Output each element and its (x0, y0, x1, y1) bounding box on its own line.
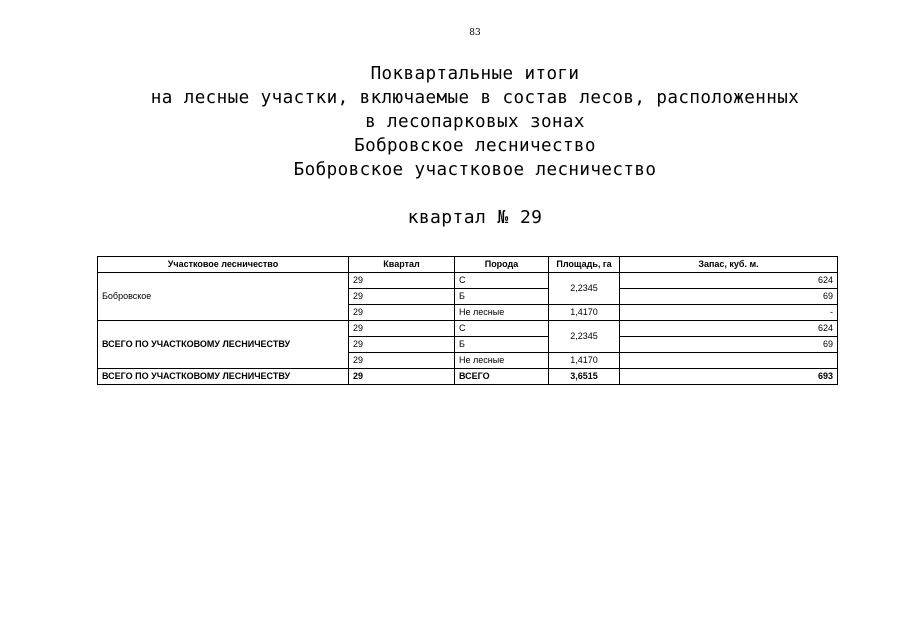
quarter-title: квартал № 29 (407, 207, 543, 228)
total-area-cell: 3,6515 (549, 369, 620, 385)
species-cell: Б (455, 337, 549, 353)
stock-cell: 624 (620, 321, 838, 337)
title-line-5: Бобровское участковое лесничество (293, 160, 657, 180)
title-line-3: в лесопарковых зонах (365, 112, 585, 132)
title-line-2: на лесные участки, включаемые в состав лесов, расположенных (150, 88, 800, 108)
table-row (98, 321, 838, 337)
species-cell: Не лесные (455, 305, 549, 321)
quarter-cell: 29 (349, 305, 455, 321)
forestry-name-cell: Бобровское (98, 273, 349, 321)
quarter-cell: 29 (349, 321, 455, 337)
total-quarter-cell: 29 (349, 369, 455, 385)
species-cell: С (455, 273, 549, 289)
stock-cell (620, 353, 838, 369)
total-species-cell: ВСЕГО (455, 369, 549, 385)
title-line-1: Поквартальные итоги (370, 64, 580, 84)
title-line-4: Бобровское лесничество (354, 136, 596, 156)
stock-cell: 69 (620, 337, 838, 353)
document-title (0, 62, 905, 182)
area-cell: 2,2345 (549, 273, 620, 305)
header-species: Порода (455, 257, 549, 273)
quarter-cell: 29 (349, 337, 455, 353)
species-cell: Б (455, 289, 549, 305)
header-area: Площадь, га (549, 257, 620, 273)
quarter-cell: 29 (349, 289, 455, 305)
stock-cell: - (620, 305, 838, 321)
stock-cell: 624 (620, 273, 838, 289)
area-cell: 1,4170 (549, 353, 620, 369)
table-header-row (98, 257, 838, 273)
area-cell: 2,2345 (549, 321, 620, 353)
quarter-cell: 29 (349, 273, 455, 289)
quarter-cell: 29 (349, 353, 455, 369)
total-stock-cell: 693 (620, 369, 838, 385)
forestry-total-name-cell: ВСЕГО ПО УЧАСТКОВОМУ ЛЕСНИЧЕСТВУ (98, 321, 349, 369)
total-name-cell: ВСЕГО ПО УЧАСТКОВОМУ ЛЕСНИЧЕСТВУ (98, 369, 349, 385)
species-cell: Не лесные (455, 353, 549, 369)
species-cell: С (455, 321, 549, 337)
header-forestry: Участковое лесничество (98, 257, 349, 273)
header-stock: Запас, куб. м. (620, 257, 838, 273)
area-cell: 1,4170 (549, 305, 620, 321)
table-row (98, 273, 838, 289)
table-total-row (98, 369, 838, 385)
quarter-totals-table (97, 256, 838, 385)
page-number: 83 (469, 28, 481, 38)
stock-cell: 69 (620, 289, 838, 305)
header-quarter: Квартал (349, 257, 455, 273)
